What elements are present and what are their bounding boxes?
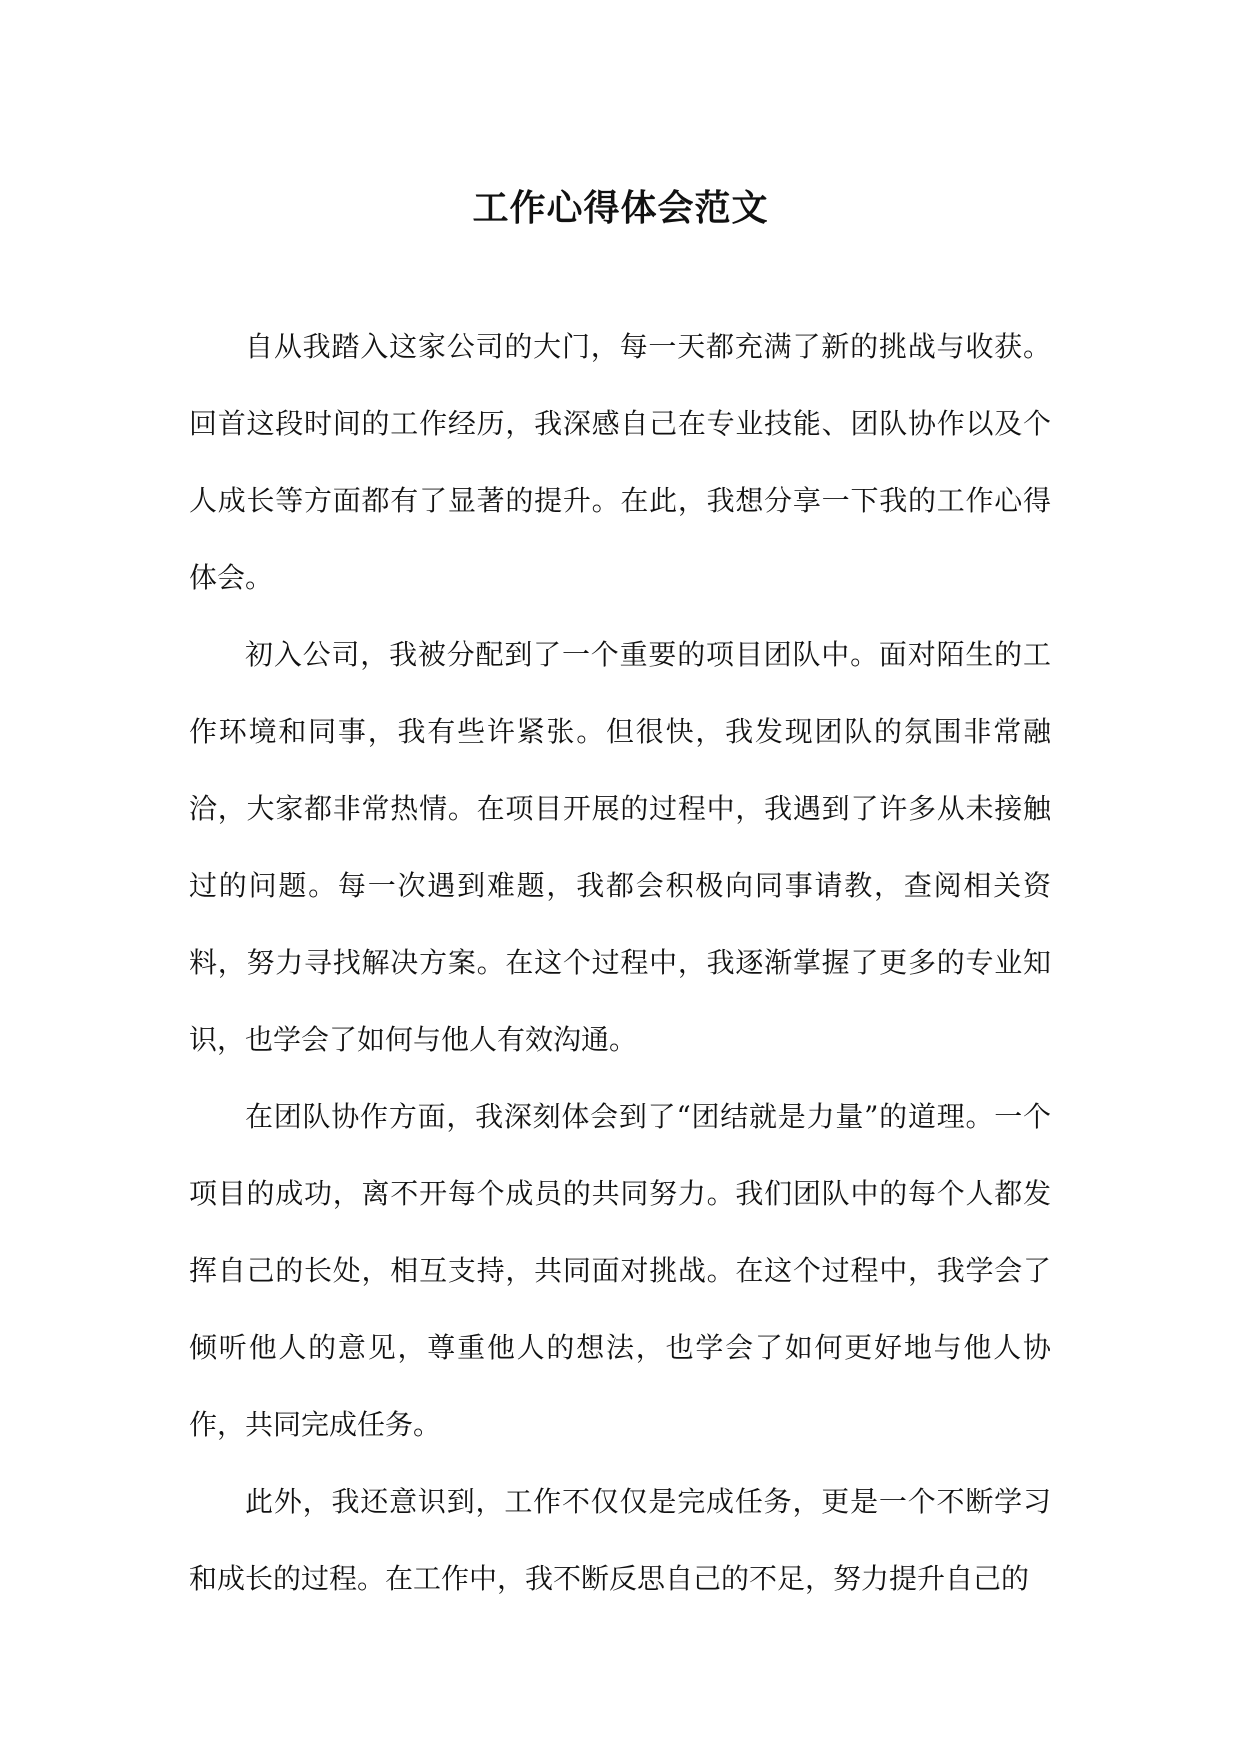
paragraph: 在团队协作方面，我深刻体会到了“团结就是力量”的道理。一个项目的成功，离不开每个成员的共同努力。我们团队中的每个人都发挥自己的长处，相互支持，共同面对挑战。在这个过程中，我学会了倾听他人的意见，尊重他人的想法，也学会了如何更好地与他人协作，共同完成任务。 bbox=[189, 1100, 1051, 1441]
document-body bbox=[189, 308, 1051, 1617]
paragraph: 此外，我还意识到，工作不仅仅是完成任务，更是一个不断学习和成长的过程。在工作中，我不断反思自己的不足，努力提升自己的 bbox=[189, 1485, 1051, 1595]
paragraph: 初入公司，我被分配到了一个重要的项目团队中。面对陌生的工作环境和同事，我有些许紧张。但很快，我发现团队的氛围非常融洽，大家都非常热情。在项目开展的过程中，我遇到了许多从未接触过的问题。每一次遇到难题，我都会积极向同事请教，查阅相关资料，努力寻找解决方案。在这个过程中，我逐渐掌握了更多的专业知识，也学会了如何与他人有效沟通。 bbox=[189, 638, 1051, 1056]
document-title: 工作心得体会范文 bbox=[472, 187, 769, 229]
paragraph: 自从我踏入这家公司的大门，每一天都充满了新的挑战与收获。回首这段时间的工作经历，我深感自己在专业技能、团队协作以及个人成长等方面都有了显著的提升。在此，我想分享一下我的工作心得体会。 bbox=[189, 330, 1051, 594]
